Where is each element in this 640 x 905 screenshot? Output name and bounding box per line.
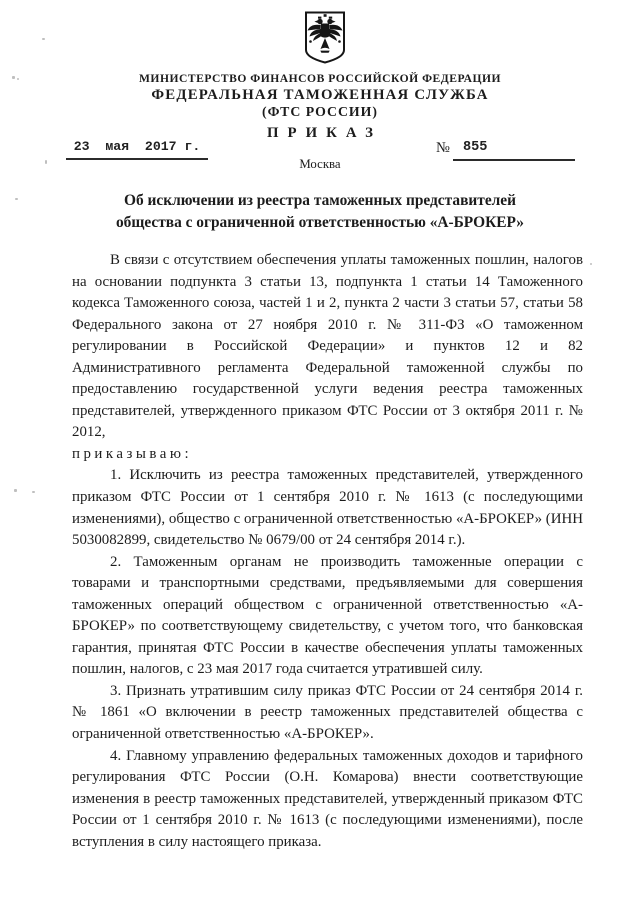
document-type-heading: ПРИКАЗ <box>267 125 382 141</box>
order-date: 23 мая 2017 г. <box>66 139 208 160</box>
scan-speck <box>12 76 15 79</box>
decree-word: приказываю: <box>72 445 193 462</box>
scan-speck <box>590 263 592 265</box>
scan-speck <box>45 160 47 164</box>
order-item-2: 2. Таможенным органам не производить таможенные операции с товарами и транспортными средствами, предъявляемыми для совершения таможенных операций обществом с ограниченной ответственностью «А-БРОКЕР» по соответствующему свидетельству, с учетом того, что банковская гарантия, принятая ФТС России в качестве обеспечения уплаты таможенных пошлин, налогов, с 23 мая 2017 года считается утратившей силу. <box>72 553 583 678</box>
scan-speck <box>17 78 19 80</box>
document-title-line2: общества с ограниченной ответственностью «А-БРОКЕР» <box>115 213 524 231</box>
document-title-line1: Об исключении из реестра таможенных представителей <box>124 192 516 209</box>
russian-coat-of-arms-icon <box>302 11 348 65</box>
scan-speck <box>42 38 45 40</box>
paragraph-intro: В связи с отсутствием обеспечения уплаты таможенных пошлин, налогов на основании подпункта 3 статьи 13, подпункта 1 статьи 14 Таможенного кодекса Таможенного союза, частей 1 и 2, пункта 2 части 3 статьи 57, статьи 58 Федерального закона от 27 ноября 2010 г. № 311-ФЗ «О таможенном регулировании в Российской Федерации» и пунктов 12 и 82 Административного регламента Федеральной таможенной службы по предоставлению государственной услуги ведения реестра таможенных представителей, утвержденного приказом ФТС России от 3 октября 2011 г. № 2012, <box>72 252 583 441</box>
order-item-4: 4. Главному управлению федеральных таможенных доходов и тарифного регулирования ФТС России (О.Н. Комарова) внести соответствующие изменения в реестр таможенных представителей, утвержденный приказом ФТС России от 1 сентября 2010 г. № 1613 (с последующими изменениями), после вступления в силу настоящего приказа. <box>72 747 583 850</box>
order-item-1: 1. Исключить из реестра таможенных представителей, утвержденного приказом ФТС России от 1 сентября 2010 г. № 1613 (с последующими изменениями), общество с ограниченной ответственностью «А-БРОКЕР» (ИНН 5030082899, свидетельство № 0679/00 от 24 сентября 2014 г.). <box>72 467 583 549</box>
agency-name: ФЕДЕРАЛЬНАЯ ТАМОЖЕННАЯ СЛУЖБА <box>151 87 489 103</box>
order-item-3: 3. Признать утратившим силу приказ ФТС России от 24 сентября 2014 г. № 1861 «О включении в реестр таможенных представителей общества с ограниченной ответственностью «А-БРОКЕР». <box>72 682 583 743</box>
scan-speck <box>15 198 18 200</box>
scan-speck <box>14 489 17 492</box>
ministry-name: МИНИСТЕРСТВО ФИНАНСОВ РОССИЙСКОЙ ФЕДЕРАЦИИ <box>138 72 502 85</box>
city-label: Москва <box>299 157 341 171</box>
document-title <box>40 190 600 234</box>
agency-abbreviation: (ФТС РОССИИ) <box>262 104 378 119</box>
document-body <box>72 250 583 853</box>
scan-speck <box>32 491 35 493</box>
number-sign: № <box>436 140 450 156</box>
order-number: 855 <box>453 139 575 161</box>
